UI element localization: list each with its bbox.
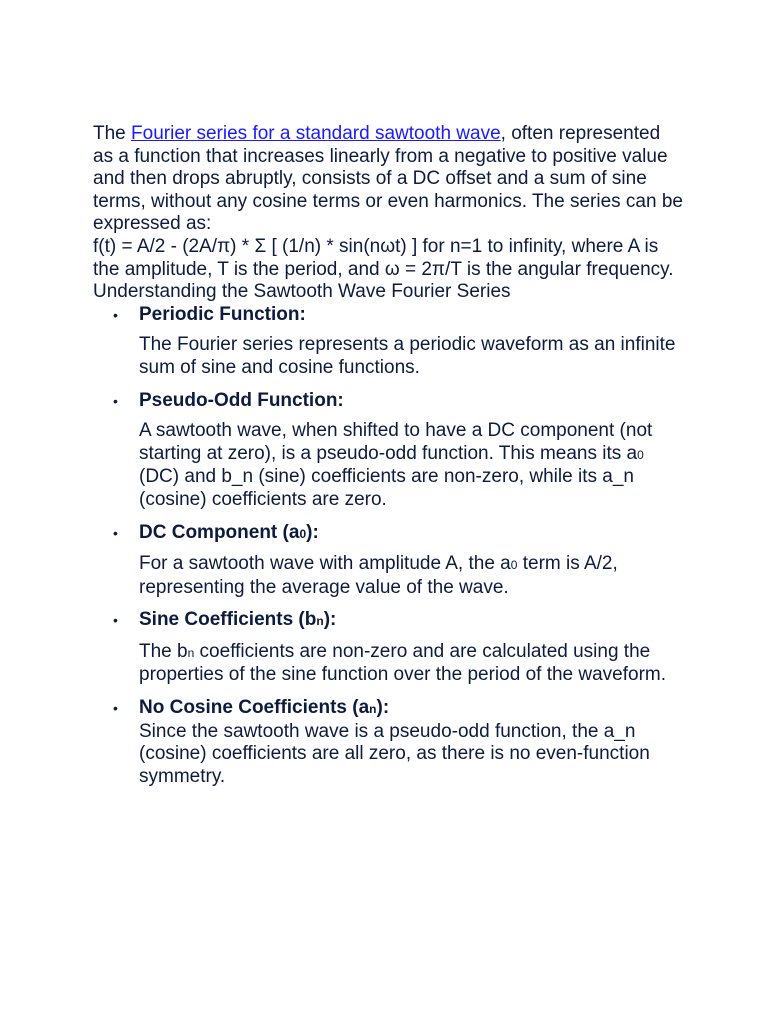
fourier-series-link[interactable]: Fourier series for a standard sawtooth wave — [131, 123, 501, 144]
subscript: n — [316, 614, 324, 629]
title-text: ): — [376, 697, 390, 719]
intro-paragraph — [93, 123, 683, 236]
list-item — [93, 609, 683, 687]
bullet-icon: • — [113, 306, 118, 323]
list-item — [93, 304, 683, 380]
desc-text: For a sawtooth wave with amplitude A, the a — [139, 553, 511, 575]
title-text: Sine Coefficients (b — [139, 609, 317, 631]
document-body — [93, 123, 683, 798]
list-item — [93, 390, 683, 512]
desc-text: (DC) and b_n (sine) coefficients are non-zero, while its a_n (cosine) coefficients are zero. — [139, 466, 634, 510]
formula-text: f(t) = A/2 - (2A/π) * Σ [ (1/n) * sin(nωt) ] for n=1 to infinity, where A is the amplitude, T is the period, and ω = 2π/T is the angular frequency. — [93, 235, 674, 280]
title-text: ): — [306, 521, 319, 543]
bullet-icon: • — [113, 612, 118, 629]
title-text: No Cosine Coefficients (a — [139, 697, 370, 719]
intro-tail: , often represented as a function that increases linearly from a negative to positive value and then drops abruptly, consists of a DC offset and a sum of sine terms, without any cosine terms or even harmonics. The series can be expressed as: — [93, 123, 683, 235]
desc-text: term is A/2, representing the average value of the wave. — [139, 553, 618, 598]
desc-text: The b — [139, 640, 188, 662]
section-title: Understanding the Sawtooth Wave Fourier Series — [93, 281, 511, 303]
list-item — [93, 697, 683, 788]
item-description — [139, 553, 683, 599]
subscript: n — [187, 645, 195, 660]
intro-lead: The — [93, 123, 132, 144]
item-title: Periodic Function: — [139, 303, 306, 325]
list-item — [93, 522, 683, 600]
item-description: Since the sawtooth wave is a pseudo-odd function, the a_n (cosine) coefficients are all zero, as there is no even-function symmetry. — [139, 720, 650, 787]
item-description — [139, 420, 683, 511]
subscript: 0 — [299, 526, 307, 541]
title-text: ): — [323, 609, 337, 631]
subscript: 0 — [637, 447, 644, 462]
item-description: The Fourier series represents a periodic waveform as an infinite sum of sine and cosine functions. — [139, 334, 676, 378]
item-title — [139, 522, 683, 546]
item-title — [139, 609, 683, 633]
item-title — [139, 697, 683, 721]
coefficient-list — [93, 304, 683, 789]
subscript: 0 — [510, 558, 518, 573]
bullet-icon: • — [113, 524, 118, 541]
title-text: DC Component (a — [139, 521, 300, 543]
bullet-icon: • — [113, 392, 118, 409]
subscript: n — [369, 702, 377, 717]
desc-text: coefficients are non-zero and are calculated using the properties of the sine function over the period of the waveform. — [139, 640, 667, 686]
item-description — [139, 641, 683, 687]
bullet-icon: • — [113, 700, 118, 717]
desc-text: A sawtooth wave, when shifted to have a DC component (not starting at zero), is a pseudo-odd function. This means its a — [139, 420, 653, 464]
item-title: Pseudo-Odd Function: — [139, 389, 344, 411]
